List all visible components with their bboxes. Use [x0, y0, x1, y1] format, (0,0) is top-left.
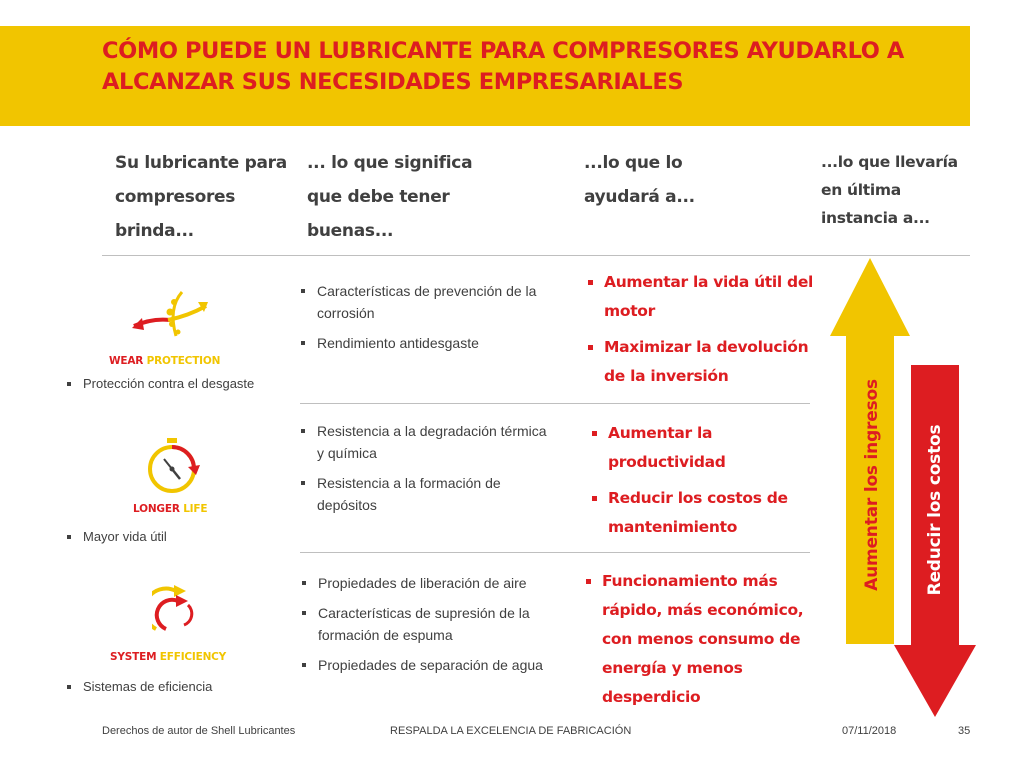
- row-divider-1: [300, 403, 810, 404]
- feature-item: Propiedades de separación de agua: [298, 654, 573, 676]
- benefit-list-1: [63, 375, 303, 393]
- benefit-item: Protección contra el desgaste: [63, 375, 303, 393]
- outcome-item: Aumentar la productividad: [588, 419, 813, 477]
- wear-protection-label: [109, 355, 220, 367]
- benefit-item: Sistemas de eficiencia: [63, 678, 303, 696]
- outcome-list-2: [588, 419, 813, 549]
- longer-life-label: [133, 503, 207, 515]
- row-divider-2: [300, 552, 810, 553]
- system-efficiency-icon: [152, 585, 197, 633]
- outcome-item: Aumentar la vida útil del motor: [584, 268, 824, 326]
- stopwatch-icon: [140, 435, 205, 497]
- icon-label-part2: EFFICIENCY: [159, 651, 227, 663]
- feature-item: Características de supresión de la formación de espuma: [298, 602, 573, 646]
- slide-title: CÓMO PUEDE UN LUBRICANTE PARA COMPRESORES AYUDARLO A ALCANZAR SUS NECESIDADES EMPRESARIALES: [102, 38, 904, 95]
- icon-label-part1: WEAR: [109, 355, 144, 367]
- footer-copyright: Derechos de autor de Shell Lubricantes: [102, 725, 296, 737]
- reduce-costs-label: Reducir los costos: [925, 424, 945, 596]
- benefit-list-2: [63, 528, 303, 546]
- icon-label-part1: LONGER: [133, 503, 180, 515]
- feature-item: Resistencia a la formación de depósitos: [297, 472, 547, 516]
- system-efficiency-label: [110, 651, 226, 663]
- column-heading-leads: ...lo que llevaría en última instancia a...: [821, 153, 958, 227]
- outcome-list-3: [582, 567, 822, 719]
- feature-list-2: [297, 420, 547, 524]
- footer-page-number: 35: [958, 725, 971, 737]
- icon-label-part1: SYSTEM: [110, 651, 157, 663]
- feature-list-1: [297, 280, 582, 362]
- benefit-item: Mayor vida útil: [63, 528, 303, 546]
- increase-revenue-label: Aumentar los ingresos: [862, 379, 882, 591]
- column-heading-means: ... lo que significa que debe tener buenas...: [307, 153, 473, 241]
- feature-item: Propiedades de liberación de aire: [298, 572, 573, 594]
- feature-item: Características de prevención de la corrosión: [297, 280, 582, 324]
- footer-tagline: RESPALDA LA EXCELENCIA DE FABRICACIÓN: [390, 725, 632, 737]
- outcome-item: Funcionamiento más rápido, más económico, con menos consumo de energía y menos desperdicio: [582, 567, 822, 712]
- icon-label-part2: PROTECTION: [146, 355, 221, 367]
- column-heading-helps: ...lo que lo ayudará a...: [584, 153, 695, 207]
- feature-item: Rendimiento antidesgaste: [297, 332, 582, 354]
- outcome-item: Reducir los costos de mantenimiento: [588, 484, 813, 542]
- header-divider: [102, 255, 970, 256]
- wear-protection-icon: [130, 288, 210, 340]
- benefit-list-3: [63, 678, 303, 696]
- outcome-list-1: [584, 268, 824, 398]
- outcome-item: Maximizar la devolución de la inversión: [584, 333, 824, 391]
- feature-item: Resistencia a la degradación térmica y química: [297, 420, 547, 464]
- column-heading-provides: Su lubricante para compresores brinda...: [115, 153, 287, 241]
- icon-label-part2: LIFE: [183, 503, 208, 515]
- feature-list-3: [298, 572, 573, 684]
- footer-date: 07/11/2018: [842, 725, 897, 737]
